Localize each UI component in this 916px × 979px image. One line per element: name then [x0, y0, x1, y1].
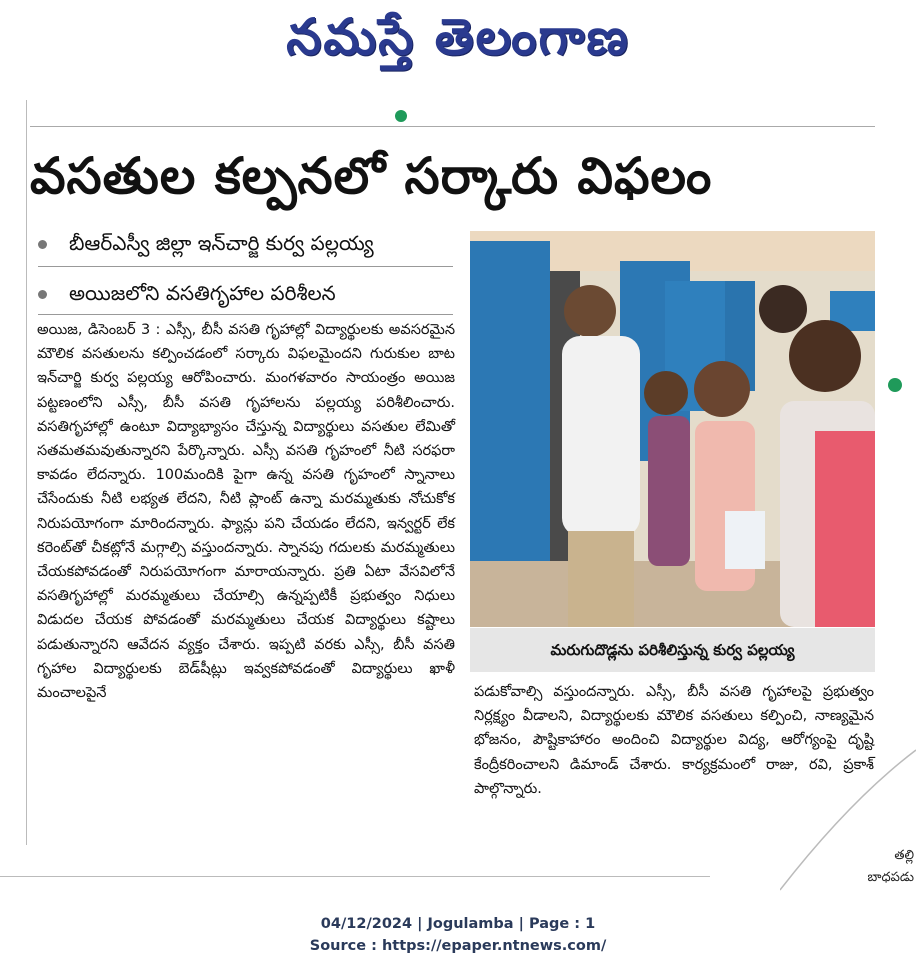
footer-source-link[interactable]: Source : https://epaper.ntnews.com/ — [309, 938, 607, 954]
photo-caption: మరుగుదొడ్లను పరిశీలిస్తున్న కుర్వ పల్లయ్య — [470, 628, 875, 672]
photo-illustration — [470, 231, 875, 627]
footer-date-edition: 04/12/2024 | Jogulamba | Page : 1 — [320, 916, 596, 932]
footer — [0, 913, 916, 957]
subheadline-2: అయిజలోని వసతిగృహాల పరిశీలన — [38, 276, 458, 310]
bottom-rule — [0, 876, 710, 877]
masthead — [0, 2, 916, 72]
divider — [38, 314, 453, 315]
green-dot-icon — [888, 378, 902, 392]
article-body-column-1: అయిజ, డిసెంబర్ 3 : ఎస్సీ, బీసీ వసతి గృహాల్లో విద్యార్థులకు అవసరమైన మౌలిక వసతులను కల్పించడంలో సర్కారు విఫలమైందని గురుకుల బాట ఇన్‌చార్జి కుర్వ పల్లయ్య ఆరోపించారు. మంగళవారం సాయంత్రం అయిజ పట్టణంలోని ఎస్సీ, బీసీ వసతి గృహాలను పల్లయ్య పరిశీలించారు. వసతిగృహాల్లో ఉంటూ విద్యాభ్యాసం చేస్తున్న విద్యార్థులు వసతుల లేమితో సతమతమవుతున్నారని పేర్కొన్నారు. ఎస్సీ వసతి గృహంలో నీటి సరఫరా కావడం లేదన్నారు. 100మందికి పైగా ఉన్న వసతి గృహంలో స్నానాలు చేసేందుకు నీటి లభ్యత లేదని, నీటి ప్లాంట్ ఉన్నా మరమ్మతుకు నోచుకోక నిరుపయోగంగా మారిందన్నారు. ఫ్యాన్లు పని చేయడం లేదని, ఇన్వర్టర్ లేక కరెంట్‌తో చీకట్లోనే మగ్గాల్సి వస్తుందన్నారు. స్నానపు గదులకు మరమ్మతులు చేయకపోవడంతో నిరుపయోగంగా మారాయన్నారు. ప్రతి ఏటా వేసవిలోనే వసతిగృహాల్లో మరమ్మతులు చేయాల్సి ఉన్నప్పటికీ ప్రభుత్వం నిధులు విడుదల చేయక పోవడంతో మరమ్మతులు చేయక విద్యార్థులు కష్టాలు పడుతున్నారని ఆవేదన వ్యక్తం చేశారు. ఇప్పటి వరకు ఎస్సీ, బీసీ వసతి గృహాల విద్యార్థులకు బెడ్‌షీట్లు ఇవ్వకపోవడంతో విద్యార్థులు ఖాళీ మంచాలపైనే — [37, 322, 455, 702]
subheadline-1: బీఆర్ఎస్వీ జిల్లా ఇన్‌చార్జి కుర్వ పల్లయ్య — [38, 226, 458, 260]
divider — [38, 266, 453, 267]
bullet-icon — [38, 240, 47, 249]
clipping-border — [26, 100, 27, 845]
adjacent-article-snippet: తల్లి బాధపడు — [867, 848, 914, 885]
article-photo — [470, 231, 875, 627]
masthead-title: నమస్తే తెలంగాణ — [286, 7, 630, 66]
bullet-icon — [38, 290, 47, 299]
headline: వసతుల కల్పనలో సర్కారు విఫలం — [30, 147, 713, 205]
top-rule — [30, 126, 875, 127]
article-body-column-2: పడుకోవాల్సి వస్తుందన్నారు. ఎస్సీ, బీసీ వసతి గృహాలపై ప్రభుత్వం నిర్లక్ష్యం వీడాలని, విద్యార్థులకు మౌలిక వసతులు కల్పించి, నాణ్యమైన భోజనం, పౌష్టికాహారం అందించి విద్యార్థుల విద్య, ఆరోగ్యంపై దృష్టి కేంద్రీకరించాలని డిమాండ్ చేశారు. కార్యక్రమంలో రాజు, రవి, ప్రకాశ్ పాల్గొన్నారు. — [474, 684, 874, 797]
green-dot-icon — [395, 110, 407, 122]
